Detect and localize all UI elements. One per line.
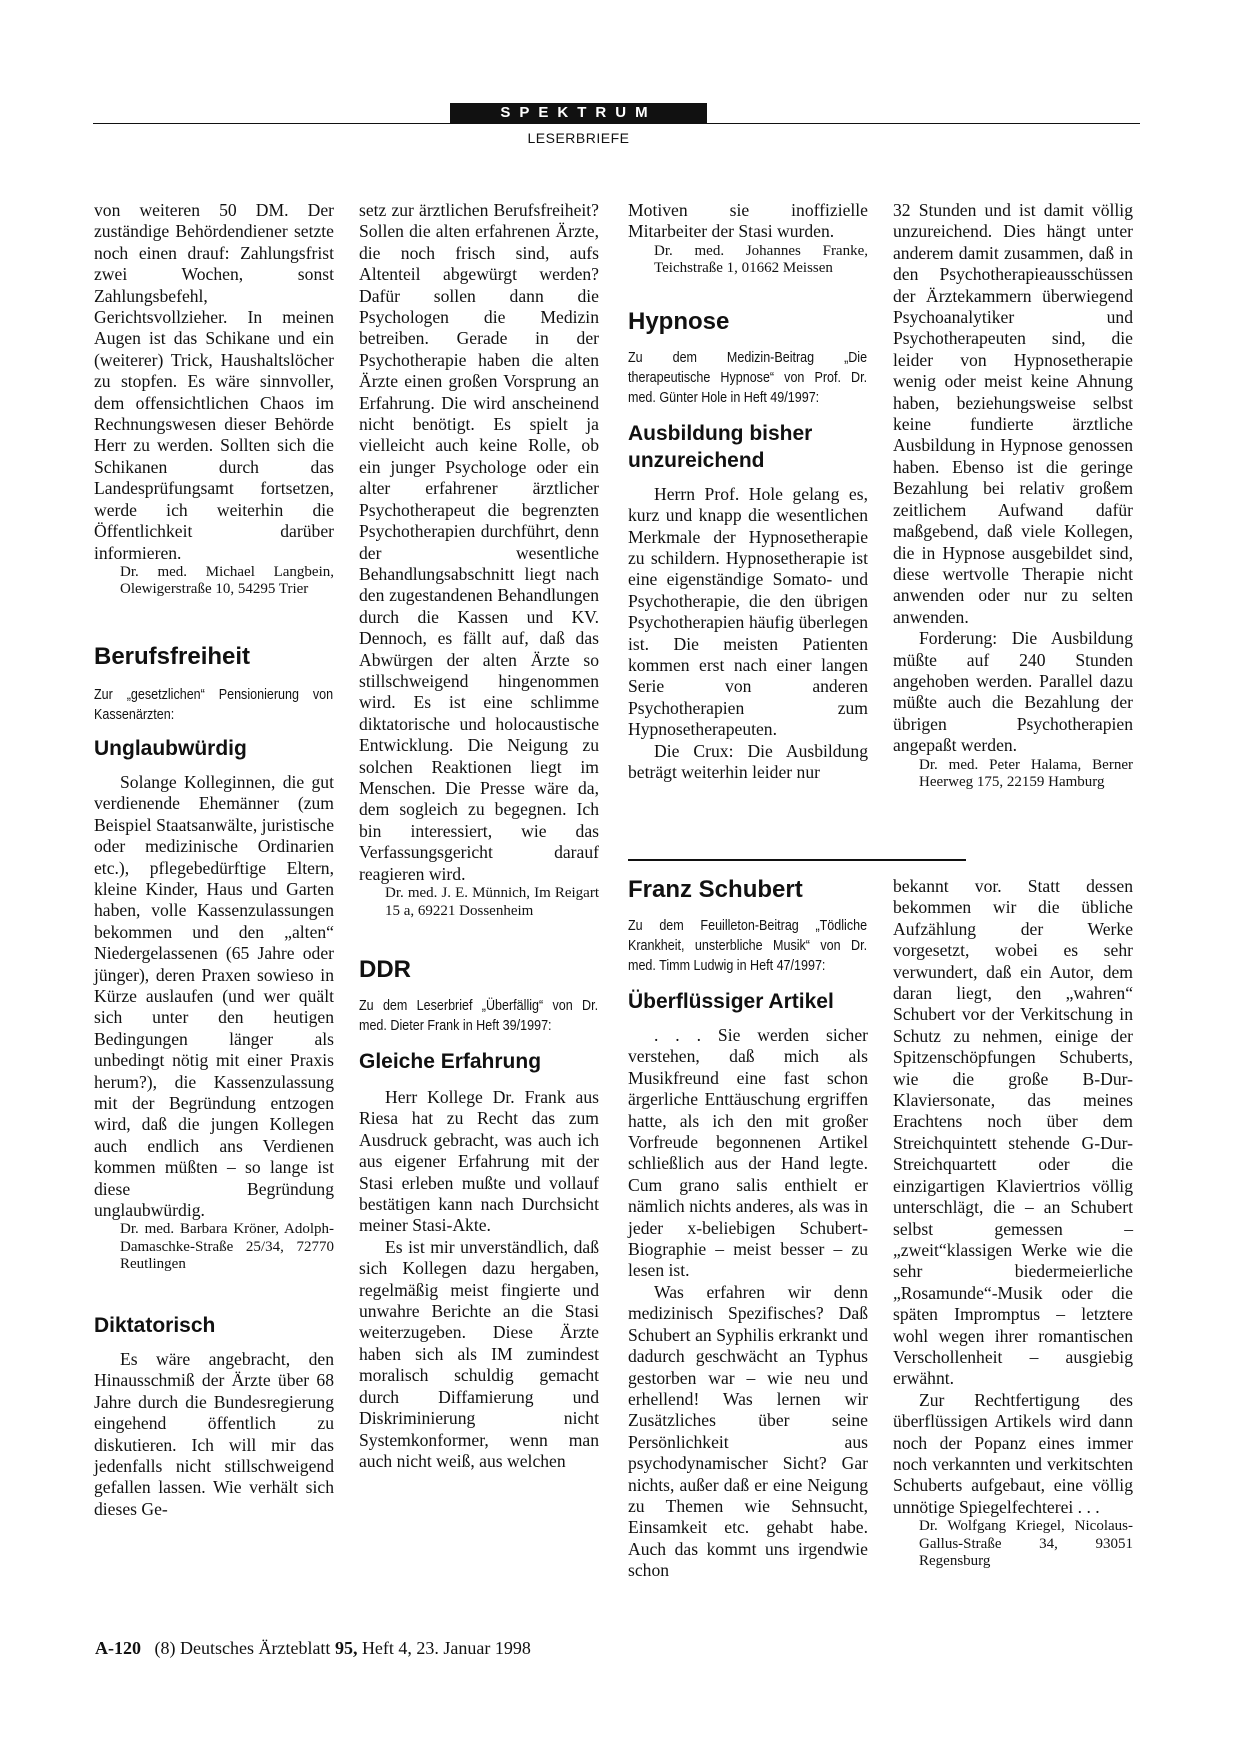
paragraph: bekannt vor. Statt dessen bekommen wir die übliche Aufzählung der Werke vorgesetzt, wobei es sehr verwundert, daß ein Autor, dem daran liegt, den „wahren“ Schubert vor der Verkitschung in Schutz zu nehmen, einige der Spitzenschöpfungen Schuberts, wie die große B-Dur-Klaviersonate, das meines Erachtens noch über dem Streichquintett stehende G-Dur-Streichquartett oder die einzigartigen Klaviertrios völlig unterschlägt, die – an Schubert selbst gemessen – „zweit“klassigen Werke wie die sehr biedermeierliche „Rosamunde“-Musik oder die späten Impromptus – letztere wohl wegen ihrer romantischen Verschollenheit – ausgiebig erwähnt. [893, 876, 1133, 1389]
issue-date: Heft 4, 23. Januar 1998 [361, 1638, 531, 1658]
header-rule [93, 123, 1140, 124]
journal-name: (8) Deutsches Ärzteblatt [154, 1638, 331, 1658]
page-footer [95, 1638, 531, 1659]
paragraph: Was erfahren wir denn medizinisch Spezifisches? Daß Schubert an Syphilis erkrankt und dadurch geschwächt an Typhus gestorben war – wie neu und erhellend! Was lernen wir Zusätzliches über seine Persönlichkeit aus psychodynamischer Sicht? Gar nichts, außer daß er eine Neigung zu Themen wie Sehnsucht, Einsamkeit etc. gehabt habe. Auch das kommt uns irgendwie schon [628, 1281, 868, 1581]
paragraph: von weiteren 50 DM. Der zuständige Behördendiener setzte noch einen drauf: Zahlungsfrist zwei Wochen, sonst Zahlungsbefehl, Gerichtsvollzieher. In meinen Augen ist das Schikane und ein (weiterer) Trick, Haushaltslöcher zu stopfen. Es wäre sinnvoller, dem offensichtlichen Chaos im Rechnungswesen dieser Behörde Herr zu werden. Sollten sich die Schikanen durch das Landesprüfungsamt fortsetzen, werde ich weiterhin die Öffentlichkeit darüber informieren. [94, 200, 334, 563]
column-2 [359, 200, 599, 1472]
section-intro: Zu dem Leserbrief „Überfällig“ von Dr. med. Dieter Frank in Heft 39/1997: [359, 998, 599, 1034]
letter-heading: Unglaubwürdig [94, 736, 247, 760]
paragraph: Zur Rechtfertigung des überflüssigen Artikels wird dann noch der Popanz eines immer noch verkannten und verkitschten Schuberts aufgebaut, eine völlig unnötige Spiegelfechterei . . . [893, 1389, 1133, 1517]
column-4 [893, 200, 1133, 792]
paragraph: Solange Kolleginnen, die gut verdienende Ehemänner (zum Beispiel Staatsanwälte, juristische oder medizinische Ordinarien etc.), pflegebedürftige Eltern, kleine Kinder, Haus und Garten haben, volle Kassenzulassungen bekommen und den „alten“ Niedergelassenen (65 Jahre oder jünger), deren Praxen sowieso in Kürze auslaufen (und wer quält sich unter den heutigen Bedingungen länger als unbedingt nötig mit einer Praxis herum?), die Kassenzulassung mit der Begründung entzogen wird, daß die jungen Kollegen auch endlich ans Verdienen kommen müßten – so lange ist diese Begründung unglaubwürdig. [94, 771, 334, 1221]
paragraph: Herr Kollege Dr. Frank aus Riesa hat zu Recht das zum Ausdruck gebracht, was auch ich aus eigener Erfahrung mit der Stasi erleben mußte und vollauf bestätigen kann nach Durchsicht meiner Stasi-Akte. [359, 1087, 599, 1236]
section-divider [628, 859, 966, 861]
letter-heading: Ausbildung bisher unzureichend [628, 421, 813, 472]
signature: Dr. med. Peter Halama, Berner Heerweg 175, 22159 Hamburg [919, 756, 1133, 791]
column-4-lower [893, 876, 1133, 1571]
column-3 [628, 200, 868, 784]
column-1 [94, 200, 334, 1520]
section-heading: Franz Schubert [628, 876, 803, 903]
page-number: A-120 [95, 1638, 141, 1658]
section-heading: DDR [359, 956, 411, 983]
section-band: SPEKTRUM [450, 103, 707, 123]
paragraph: Es ist mir unverständlich, daß sich Kollegen dazu hergaben, regelmäßig meist fingierte und unwahre Berichte an die Stasi weiterzugeben. Diese Ärzte haben sich als IM zumindest moralisch schuldig gemacht durch Diffamierung und Diskriminierung nicht Systemkonformer, wenn man auch nicht weiß, aus welchen [359, 1236, 599, 1471]
section-intro: Zu dem Medizin-Beitrag „Die therapeutische Hypnose“ von Prof. Dr. med. Günter Hole in Heft 49/1997: [628, 349, 868, 406]
signature: Dr. med. Barbara Kröner, Adolph-Damaschke-Straße 25/34, 72770 Reutlingen [120, 1221, 334, 1273]
paragraph: . . . Sie werden sicher verstehen, daß mich als Musikfreund eine fast schon ärgerliche Enttäuschung ergriffen hatte, als ich den mit großer Vorfreude begonnenen Artikel schließlich aus der Hand legte. Cum grano salis enthielt er nämlich nichts anderes, als was in jeder x-beliebigen Schubert-Biographie – meist besser – zu lesen ist. [628, 1025, 868, 1281]
paragraph: Forderung: Die Ausbildung müßte auf 240 Stunden angehoben werden. Parallel dazu müßte auch die Bezahlung der übrigen Psychotherapien angepaßt werden. [893, 628, 1133, 756]
paragraph: Herrn Prof. Hole gelang es, kurz und knapp die wesentlichen Merkmale der Hypnosetherapie zu schildern. Hypnosetherapie ist eine eigenständige Somato- und Psychotherapie, die den übrigen Psychotherapien häufig überlegen ist. Die meisten Patienten kommen erst nach einer langen Serie von anderen Psychotherapien zum Hypnosetherapeuten. [628, 483, 868, 740]
paragraph: Es wäre angebracht, den Hinausschmiß der Ärzte über 68 Jahre durch die Bundesregierung eingehend öffentlich zu diskutieren. Ich will mir das jedenfalls nicht stillschweigend gefallen lassen. Wie verhält sich dieses Ge- [94, 1348, 334, 1519]
letter-heading: Diktatorisch [94, 1313, 216, 1337]
column-3-lower [628, 876, 868, 1582]
volume-number: 95, [334, 1638, 358, 1658]
paragraph: setz zur ärztlichen Berufsfreiheit? Sollen die alten erfahrenen Ärzte, die noch frisch sind, aufs Altenteil abgewürgt werden? Dafür sollen dann die Psychologen die Medizin betreiben. Gerade in der Psychotherapie haben die alten Ärzte einen großen Vorsprung an Erfahrung. Die wird anscheinend nicht benötigt. Es spielt ja vielleicht auch keine Rolle, ob ein junger Psychologe oder ein alter erfahrener ärztlicher Psychotherapeut die begrenzten Psychotherapien durchführt, denn der wesentliche Behandlungsabschnitt liegt nach den zugestandenen Behandlungen durch die Kassen und KV. Dennoch, es fällt auf, daß das Abwürgen der alten Ärzte so stillschweigend hingenommen wird. Es ist eine schlimme diktatorische und holocaustische Entwicklung. Die Neigung zu solchen Reaktionen liegt im Menschen. Die Presse wäre da, dem sogleich zu begegnen. Ich bin interessiert, wie das Verfassungsgericht darauf reagieren wird. [359, 200, 599, 884]
signature: Dr. med. Johannes Franke, Teichstraße 1, 01662 Meissen [654, 242, 868, 277]
letter-heading: Gleiche Erfahrung [359, 1050, 542, 1073]
signature: Dr. Wolfgang Kriegel, Nicolaus-Gallus-Straße 34, 93051 Regensburg [919, 1518, 1133, 1570]
section-intro: Zur „gesetzlichen“ Pensionierung von Kassenärzten: [94, 686, 334, 723]
section-subtitle: LESERBRIEFE [527, 130, 630, 146]
letter-heading: Überflüssiger Artikel [628, 990, 834, 1013]
section-heading: Berufsfreiheit [94, 642, 251, 670]
section-intro: Zu dem Feuilleton-Beitrag „Tödliche Krankheit, unsterbliche Musik“ von Dr. med. Timm Ludwig in Heft 47/1997: [628, 918, 868, 974]
paragraph: Motiven sie inoffizielle Mitarbeiter der Stasi wurden. [628, 200, 868, 242]
signature: Dr. med. J. E. Münnich, Im Reigart 15 a, 69221 Dossenheim [385, 885, 599, 919]
paragraph: Die Crux: Die Ausbildung beträgt weiterhin leider nur [628, 740, 868, 783]
paragraph: 32 Stunden und ist damit völlig unzureichend. Dies hängt unter anderem damit zusammen, daß in den Psychotherapieausschüssen der Ärztekammern überwiegend Psychoanalytiker und Psychotherapeuten sind, die leider von Hypnosetherapie wenig oder meist keine Ahnung haben, beziehungsweise selbst keine fundierte ärztliche Ausbildung in Hypnose genossen haben. Ebenso ist die geringe Bezahlung bei relativ großem zeitlichem Aufwand dafür maßgebend, daß viele Kollegen, die in Hypnose ausgebildet sind, diese wertvolle Therapie nicht anwenden oder nur zu selten anwenden. [893, 200, 1133, 627]
section-heading: Hypnose [628, 307, 730, 335]
signature: Dr. med. Michael Langbein, Olewigerstraße 10, 54295 Trier [120, 563, 334, 598]
